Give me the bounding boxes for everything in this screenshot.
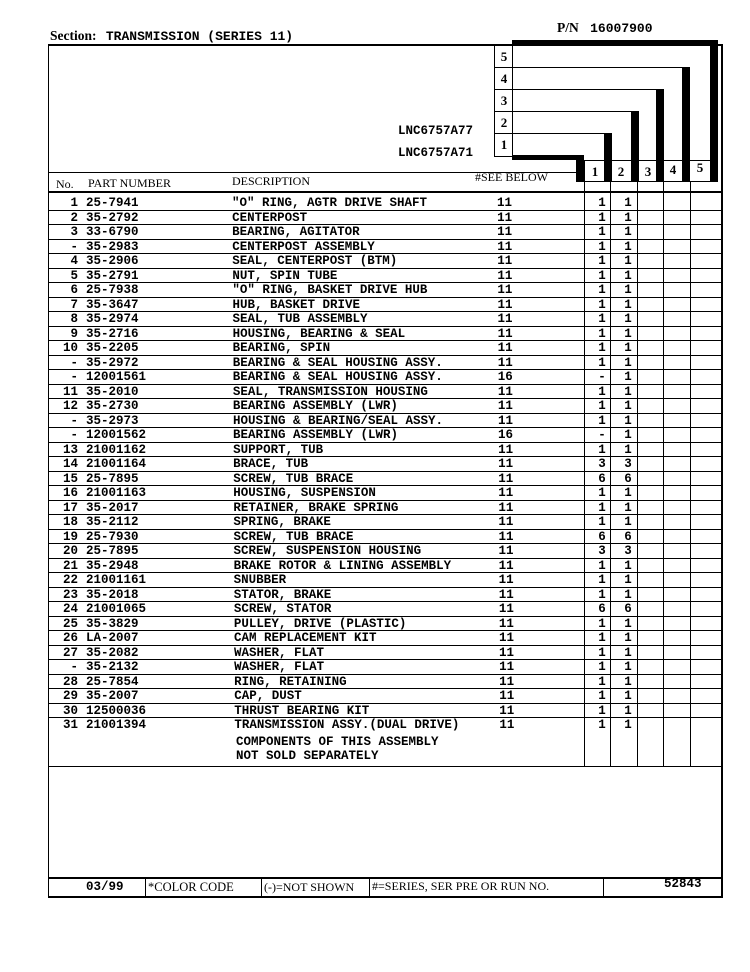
cell-ser: 11 bbox=[498, 457, 514, 471]
cell-c1: 1 bbox=[598, 674, 606, 689]
cell-c2: 1 bbox=[624, 660, 632, 674]
cell-c1: 6 bbox=[598, 529, 606, 544]
cell-ser: 11 bbox=[498, 544, 514, 558]
cell-desc: WASHER, FLAT bbox=[234, 645, 325, 660]
cell-c2: 1 bbox=[624, 515, 632, 529]
cell-c2: 1 bbox=[624, 239, 632, 254]
cell-no: 18 bbox=[62, 515, 78, 529]
cell-c1: 1 bbox=[598, 718, 606, 732]
cell-c1: 3 bbox=[598, 457, 606, 471]
cell-c1: 1 bbox=[598, 558, 606, 573]
cell-no: - bbox=[70, 370, 78, 384]
cell-ser: 11 bbox=[497, 384, 513, 399]
cell-c2: 1 bbox=[624, 442, 632, 457]
cell-part: LA-2007 bbox=[86, 631, 139, 645]
section-title: TRANSMISSION (SERIES 11) bbox=[105, 29, 294, 44]
footer-color-code: *COLOR CODE bbox=[148, 880, 234, 894]
cell-part: 21001161 bbox=[86, 573, 147, 587]
cell-ser: 11 bbox=[498, 529, 514, 544]
cell-c1: 1 bbox=[598, 703, 606, 718]
cell-ser: 11 bbox=[499, 660, 515, 674]
cell-ser: 16 bbox=[497, 370, 513, 384]
cell-no: 3 bbox=[70, 225, 78, 239]
cell-desc: SEAL, TRANSMISSION HOUSING bbox=[232, 384, 428, 399]
cell-ser: 11 bbox=[498, 486, 514, 500]
cell-desc: BRAKE ROTOR & LINING ASSEMBLY bbox=[233, 558, 452, 573]
qty-column-divider bbox=[690, 182, 691, 766]
cell-ser: 11 bbox=[499, 703, 515, 718]
cell-c2: 1 bbox=[624, 413, 632, 428]
model-label-a71: LNC6757A71 bbox=[398, 146, 474, 160]
cell-no: 20 bbox=[62, 544, 78, 558]
cell-part: 35-2010 bbox=[86, 384, 139, 399]
cell-part: 25-7895 bbox=[86, 544, 139, 558]
cell-c1: 3 bbox=[598, 544, 606, 558]
cell-part: 25-7895 bbox=[86, 471, 139, 486]
cell-c1: 1 bbox=[598, 500, 606, 515]
cell-part: 25-7930 bbox=[86, 529, 139, 544]
cell-c1: 1 bbox=[598, 689, 606, 703]
cell-c1: 1 bbox=[598, 341, 606, 355]
cell-c2: 1 bbox=[624, 616, 632, 631]
row31-note-1: COMPONENTS OF THIS ASSEMBLY bbox=[236, 735, 439, 749]
cell-part: 25-7938 bbox=[86, 283, 139, 297]
cell-c2: 1 bbox=[624, 283, 632, 297]
cell-ser: 11 bbox=[497, 225, 513, 239]
cell-no: 11 bbox=[62, 384, 78, 399]
cell-no: 16 bbox=[62, 486, 78, 500]
cell-part: 12001561 bbox=[86, 370, 147, 384]
cell-no: 2 bbox=[70, 210, 78, 225]
cell-no: - bbox=[70, 660, 78, 674]
cell-part: 12001562 bbox=[86, 428, 147, 442]
cell-ser: 11 bbox=[497, 326, 513, 341]
cell-desc: HUB, BASKET DRIVE bbox=[232, 297, 360, 312]
cell-desc: HOUSING, SUSPENSION bbox=[233, 486, 376, 500]
cell-no: 30 bbox=[62, 703, 78, 718]
cell-c1: 1 bbox=[598, 573, 606, 587]
cell-no: 7 bbox=[70, 297, 78, 312]
cell-part: 35-2018 bbox=[86, 587, 139, 602]
cell-desc: CAP, DUST bbox=[234, 689, 302, 703]
cell-c2: 1 bbox=[624, 210, 632, 225]
cell-c2: 1 bbox=[624, 428, 632, 442]
cell-desc: SEAL, TUB ASSEMBLY bbox=[232, 312, 368, 326]
cell-no: 12 bbox=[62, 399, 78, 413]
cell-c1: 1 bbox=[598, 399, 606, 413]
cell-ser: 11 bbox=[497, 297, 513, 312]
cell-c1: 1 bbox=[598, 283, 606, 297]
cell-ser: 11 bbox=[497, 355, 513, 370]
cell-c1: 1 bbox=[598, 413, 606, 428]
cell-c1: 1 bbox=[598, 587, 606, 602]
cell-c1: 1 bbox=[598, 239, 606, 254]
cell-desc: CAM REPLACEMENT KIT bbox=[233, 631, 377, 645]
cell-part: 35-2792 bbox=[86, 210, 139, 225]
cell-desc: HOUSING, BEARING & SEAL bbox=[232, 326, 406, 341]
cell-part: 12500036 bbox=[86, 703, 147, 718]
col-num-3: 3 bbox=[644, 164, 652, 179]
cell-desc: BEARING & SEAL HOUSING ASSY. bbox=[232, 355, 443, 370]
cell-desc: BEARING, SPIN bbox=[232, 341, 331, 355]
cell-part: 33-6790 bbox=[86, 225, 139, 239]
cell-c2: 1 bbox=[624, 486, 632, 500]
cell-ser: 11 bbox=[498, 500, 514, 515]
cell-c2: 1 bbox=[624, 268, 632, 283]
cell-part: 35-2972 bbox=[86, 355, 139, 370]
cell-part: 35-3647 bbox=[86, 297, 139, 312]
cell-no: 28 bbox=[62, 674, 78, 689]
cell-c1: 1 bbox=[598, 442, 606, 457]
cell-desc: SCREW, TUB BRACE bbox=[233, 529, 354, 544]
cell-ser: 11 bbox=[498, 471, 514, 486]
cell-no: - bbox=[70, 239, 78, 254]
qty-column-divider bbox=[584, 182, 585, 766]
cell-no: 9 bbox=[70, 326, 78, 341]
cell-no: 29 bbox=[62, 689, 78, 703]
cell-desc: SNUBBER bbox=[233, 573, 287, 587]
cell-no: 22 bbox=[62, 573, 78, 587]
cell-c1: 1 bbox=[598, 486, 606, 500]
cell-desc: BEARING ASSEMBLY (LWR) bbox=[233, 428, 399, 442]
cell-no: 5 bbox=[70, 268, 78, 283]
cell-no: 21 bbox=[62, 558, 78, 573]
cell-c1: 1 bbox=[598, 210, 606, 225]
cell-ser: 11 bbox=[498, 602, 514, 616]
cell-part: 21001163 bbox=[86, 486, 147, 500]
cell-ser: 11 bbox=[498, 631, 514, 645]
step-4: 4 bbox=[500, 71, 508, 86]
cell-part: 35-2983 bbox=[86, 239, 139, 254]
cell-c2: 1 bbox=[624, 587, 632, 602]
cell-part: 21001065 bbox=[86, 602, 147, 616]
cell-ser: 11 bbox=[497, 196, 513, 210]
col-header-see-below: #SEE BELOW bbox=[475, 170, 548, 184]
step-5: 5 bbox=[500, 49, 508, 64]
cell-c2: 1 bbox=[624, 341, 632, 355]
cell-c2: 1 bbox=[624, 399, 632, 413]
cell-no: - bbox=[70, 428, 78, 442]
cell-c2: 6 bbox=[624, 529, 632, 544]
cell-c1: 1 bbox=[598, 384, 606, 399]
cell-c2: 1 bbox=[624, 703, 632, 718]
pn-value: 16007900 bbox=[590, 21, 653, 36]
cell-c2: 1 bbox=[624, 645, 632, 660]
row31-note-2: NOT SOLD SEPARATELY bbox=[236, 749, 379, 763]
step-3: 3 bbox=[500, 93, 508, 108]
col-header-description: DESCRIPTION bbox=[232, 174, 311, 188]
cell-c1: 6 bbox=[598, 471, 606, 486]
qty-column-divider bbox=[610, 182, 611, 766]
cell-desc: SCREW, TUB BRACE bbox=[233, 471, 354, 486]
cell-c1: 1 bbox=[598, 515, 606, 529]
cell-desc: RING, RETAINING bbox=[234, 674, 347, 689]
cell-no: - bbox=[70, 413, 78, 428]
col-num-5: 5 bbox=[696, 160, 704, 175]
cell-c2: 1 bbox=[624, 558, 632, 573]
cell-c1: 1 bbox=[598, 254, 606, 268]
cell-ser: 11 bbox=[499, 718, 515, 732]
cell-c1: - bbox=[598, 370, 606, 384]
cell-c2: 1 bbox=[624, 312, 632, 326]
cell-desc: SUPPORT, TUB bbox=[233, 442, 324, 457]
qty-column-divider bbox=[637, 182, 638, 766]
cell-ser: 11 bbox=[498, 587, 514, 602]
cell-part: 35-2730 bbox=[86, 399, 139, 413]
cell-part: 35-2112 bbox=[86, 515, 139, 529]
cell-c1: 1 bbox=[598, 312, 606, 326]
cell-desc: SEAL, CENTERPOST (BTM) bbox=[232, 254, 398, 268]
qty-column-divider bbox=[663, 182, 664, 766]
step-2: 2 bbox=[500, 115, 508, 130]
cell-c2: 1 bbox=[624, 196, 632, 210]
cell-no: 6 bbox=[70, 283, 78, 297]
cell-ser: 11 bbox=[497, 312, 513, 326]
cell-desc: BEARING ASSEMBLY (LWR) bbox=[232, 399, 398, 413]
cell-desc: SCREW, STATOR bbox=[233, 602, 332, 616]
cell-desc: NUT, SPIN TUBE bbox=[232, 268, 338, 283]
cell-part: 35-3829 bbox=[86, 616, 139, 631]
cell-part: 35-2205 bbox=[86, 341, 139, 355]
cell-no: 24 bbox=[62, 602, 78, 616]
cell-part: 21001394 bbox=[86, 718, 147, 732]
cell-ser: 11 bbox=[497, 239, 513, 254]
cell-c1: 1 bbox=[598, 616, 606, 631]
cell-ser: 11 bbox=[497, 210, 513, 225]
cell-c1: - bbox=[598, 428, 606, 442]
cell-part: 21001164 bbox=[86, 457, 147, 471]
cell-ser: 11 bbox=[497, 254, 513, 268]
cell-no: 10 bbox=[62, 341, 78, 355]
col-num-2: 2 bbox=[617, 164, 625, 179]
cell-c2: 1 bbox=[624, 674, 632, 689]
cell-part: 35-2132 bbox=[86, 660, 139, 674]
cell-ser: 11 bbox=[497, 399, 513, 413]
cell-c1: 1 bbox=[598, 196, 606, 210]
cell-part: 35-2906 bbox=[86, 254, 139, 268]
cell-c2: 1 bbox=[624, 326, 632, 341]
cell-no: 4 bbox=[70, 254, 78, 268]
cell-part: 35-2948 bbox=[86, 558, 139, 573]
cell-no: 23 bbox=[62, 587, 78, 602]
model-label-a77: LNC6757A77 bbox=[398, 124, 474, 138]
cell-no: 13 bbox=[62, 442, 78, 457]
cell-c2: 6 bbox=[624, 471, 632, 486]
cell-desc: TRANSMISSION ASSY.(DUAL DRIVE) bbox=[234, 718, 460, 732]
cell-ser: 11 bbox=[499, 674, 515, 689]
cell-part: 21001162 bbox=[86, 442, 147, 457]
cell-c2: 1 bbox=[624, 631, 632, 645]
cell-ser: 16 bbox=[498, 428, 514, 442]
cell-desc: SPRING, BRAKE bbox=[233, 515, 331, 529]
cell-c2: 1 bbox=[624, 225, 632, 239]
col-num-1: 1 bbox=[591, 164, 599, 179]
cell-part: 35-2082 bbox=[86, 645, 139, 660]
cell-ser: 11 bbox=[498, 515, 514, 529]
cell-c2: 3 bbox=[624, 544, 632, 558]
cell-c1: 1 bbox=[598, 355, 606, 370]
cell-c1: 1 bbox=[598, 326, 606, 341]
cell-no: 17 bbox=[62, 500, 78, 515]
cell-ser: 11 bbox=[499, 645, 515, 660]
cell-no: 15 bbox=[62, 471, 78, 486]
cell-ser: 11 bbox=[497, 413, 513, 428]
cell-desc: BEARING & SEAL HOUSING ASSY. bbox=[232, 370, 443, 384]
cell-c2: 1 bbox=[624, 500, 632, 515]
cell-no: 31 bbox=[62, 718, 78, 732]
cell-part: 25-7941 bbox=[86, 196, 139, 210]
cell-c2: 1 bbox=[624, 573, 632, 587]
cell-no: 8 bbox=[70, 312, 78, 326]
cell-desc: "O" RING, BASKET DRIVE HUB bbox=[232, 283, 428, 297]
cell-c2: 3 bbox=[624, 457, 632, 471]
col-header-part-number: PART NUMBER bbox=[88, 176, 171, 190]
cell-part: 35-2716 bbox=[86, 326, 139, 341]
cell-c2: 1 bbox=[624, 689, 632, 703]
cell-desc: SCREW, SUSPENSION HOUSING bbox=[233, 544, 422, 558]
cell-desc: "O" RING, AGTR DRIVE SHAFT bbox=[232, 196, 428, 210]
cell-desc: PULLEY, DRIVE (PLASTIC) bbox=[233, 616, 407, 631]
cell-ser: 11 bbox=[498, 558, 514, 573]
cell-ser: 11 bbox=[499, 689, 515, 703]
cell-part: 35-2974 bbox=[86, 312, 139, 326]
cell-desc: BEARING, AGITATOR bbox=[232, 225, 360, 239]
cell-ser: 11 bbox=[498, 442, 514, 457]
cell-c1: 1 bbox=[598, 631, 606, 645]
cell-ser: 11 bbox=[497, 268, 513, 283]
cell-c2: 1 bbox=[624, 384, 632, 399]
cell-c2: 1 bbox=[624, 370, 632, 384]
section-label: Section: bbox=[50, 28, 97, 43]
cell-c1: 1 bbox=[598, 645, 606, 660]
cell-desc: BRACE, TUB bbox=[233, 457, 309, 471]
cell-c1: 1 bbox=[598, 297, 606, 312]
cell-part: 35-2007 bbox=[86, 689, 139, 703]
cell-ser: 11 bbox=[497, 283, 513, 297]
cell-c2: 1 bbox=[624, 355, 632, 370]
cell-ser: 11 bbox=[498, 616, 514, 631]
cell-no: 14 bbox=[62, 457, 78, 471]
cell-no: 26 bbox=[62, 631, 78, 645]
cell-c2: 1 bbox=[624, 297, 632, 312]
cell-c1: 1 bbox=[598, 225, 606, 239]
cell-no: 1 bbox=[70, 196, 78, 210]
cell-no: 27 bbox=[62, 645, 78, 660]
cell-desc: STATOR, BRAKE bbox=[233, 587, 332, 602]
footer-page-code: 52843 bbox=[664, 877, 702, 891]
cell-desc: WASHER, FLAT bbox=[234, 660, 325, 674]
cell-desc: THRUST BEARING KIT bbox=[234, 703, 370, 718]
cell-c2: 1 bbox=[624, 718, 632, 732]
cell-no: 25 bbox=[62, 616, 78, 631]
step-1: 1 bbox=[500, 137, 508, 152]
cell-part: 35-2017 bbox=[86, 500, 139, 515]
cell-c1: 1 bbox=[598, 268, 606, 283]
cell-desc: CENTERPOST ASSEMBLY bbox=[232, 239, 375, 254]
cell-part: 35-2791 bbox=[86, 268, 139, 283]
cell-desc: HOUSING & BEARING/SEAL ASSY. bbox=[232, 413, 444, 428]
cell-desc: CENTERPOST bbox=[232, 210, 308, 225]
cell-no: - bbox=[70, 355, 78, 370]
cell-no: 19 bbox=[62, 529, 78, 544]
cell-c1: 6 bbox=[598, 602, 606, 616]
cell-c2: 6 bbox=[624, 602, 632, 616]
col-num-4: 4 bbox=[669, 162, 677, 177]
cell-part: 35-2973 bbox=[86, 413, 139, 428]
cell-part: 25-7854 bbox=[86, 674, 139, 689]
cell-c1: 1 bbox=[598, 660, 606, 674]
footer-date: 03/99 bbox=[86, 880, 124, 894]
cell-desc: RETAINER, BRAKE SPRING bbox=[233, 500, 399, 515]
cell-ser: 11 bbox=[497, 341, 513, 355]
cell-ser: 11 bbox=[498, 573, 514, 587]
footer-not-shown: (-)=NOT SHOWN bbox=[264, 880, 355, 894]
footer-series-note: #=SERIES, SER PRE OR RUN NO. bbox=[372, 879, 550, 893]
cell-c2: 1 bbox=[624, 254, 632, 268]
col-header-no: No. bbox=[56, 177, 74, 191]
pn-label: P/N bbox=[557, 20, 579, 35]
